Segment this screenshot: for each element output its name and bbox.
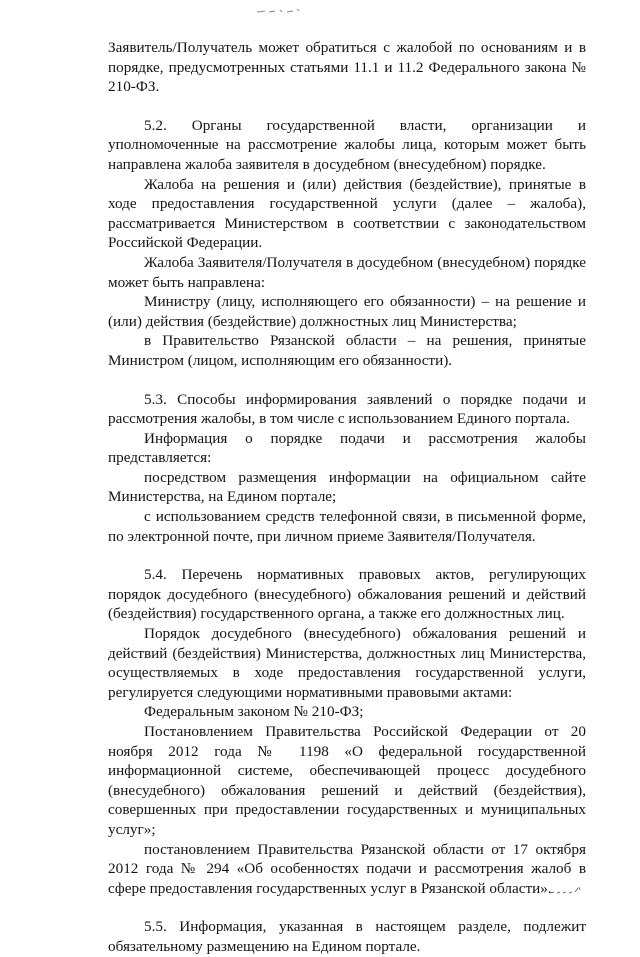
paragraph-via-website: посредством размещения информации на официальном сайте Министерства, на Едином портале; xyxy=(108,468,586,506)
document-page xyxy=(108,38,586,957)
paragraph-rf-government-resolution: Постановлением Правительства Российской Федерации от 20 ноября 2012 года № 1198 «О федеральной государственной информационной системе, обеспечивающей процесс досудебного (внесудебного) обжалования решений и действий (бездействия), совершенных при предоставлении государственных и муниципальных услуг»; xyxy=(108,723,586,838)
paragraph-ryazan-government-resolution: постановлением Правительства Рязанской области от 17 октября 2012 года № 294 «Об особенностях подачи и рассмотрения жалоб в сфере предоставления государственных услуг в Рязанской области». xyxy=(108,840,586,897)
section-5-4-heading: 5.4. Перечень нормативных правовых актов, регулирующих порядок досудебного (внесудебного) обжалования решений и действий (бездействия) государственного органа, а также его должностных лиц. xyxy=(108,566,586,623)
paragraph-appeal-procedure: Порядок досудебного (внесудебного) обжалования решений и действий (бездействия) Министерства, должностных лиц Министерства, осуществляемых в ходе предоставления государственной услуги, регулируется следующими нормативными правовыми актами: xyxy=(108,625,586,701)
scan-mark-top xyxy=(255,6,305,16)
paragraph-complaint-may-be-sent: Жалоба Заявителя/Получателя в досудебном (внесудебном) порядке может быть направлена: xyxy=(108,253,586,291)
paragraph-complaint-review: Жалоба на решения и (или) действия (бездействие), принятые в ходе предоставления государственной услуги (далее – жалоба), рассматривается Министерством в соответствии с законодательством Российской Федерации. xyxy=(108,175,586,252)
paragraph-information-provided: Информация о порядке подачи и рассмотрения жалобы представляется: xyxy=(108,429,586,467)
paragraph-applicant-complaint: Заявитель/Получатель может обратиться с жалобой по основаниям и в порядке, предусмотренных статьями 11.1 и 11.2 Федерального закона № 210-ФЗ. xyxy=(108,39,586,96)
paragraph-via-phone-mail: с использованием средств телефонной связи, в письменной форме, по электронной почте, при личном приеме Заявителя/Получателя. xyxy=(108,508,586,545)
paragraph-federal-law: Федеральным законом № 210-ФЗ; xyxy=(144,703,364,721)
scan-mark-bottom xyxy=(548,884,582,896)
section-5-3-heading: 5.3. Способы информирования заявлений о порядке подачи и рассмотрения жалобы, в том числе с использованием Единого портала. xyxy=(108,390,586,428)
paragraph-to-government: в Правительство Рязанской области – на решения, принятые Министром (лицом, исполняющим его обязанности). xyxy=(108,332,586,369)
section-5-2-heading: 5.2. Органы государственной власти, организации и уполномоченные на рассмотрение жалобы лица, которым может быть направлена жалоба заявителя в досудебном (внесудебном) порядке. xyxy=(108,116,586,173)
section-5-5-heading: 5.5. Информация, указанная в настоящем разделе, подлежит обязательному размещению на Едином портале. xyxy=(108,918,586,955)
paragraph-to-minister: Министру (лицу, исполняющего его обязанности) – на решение и (или) действия (бездействие) должностных лиц Министерства; xyxy=(108,293,586,330)
